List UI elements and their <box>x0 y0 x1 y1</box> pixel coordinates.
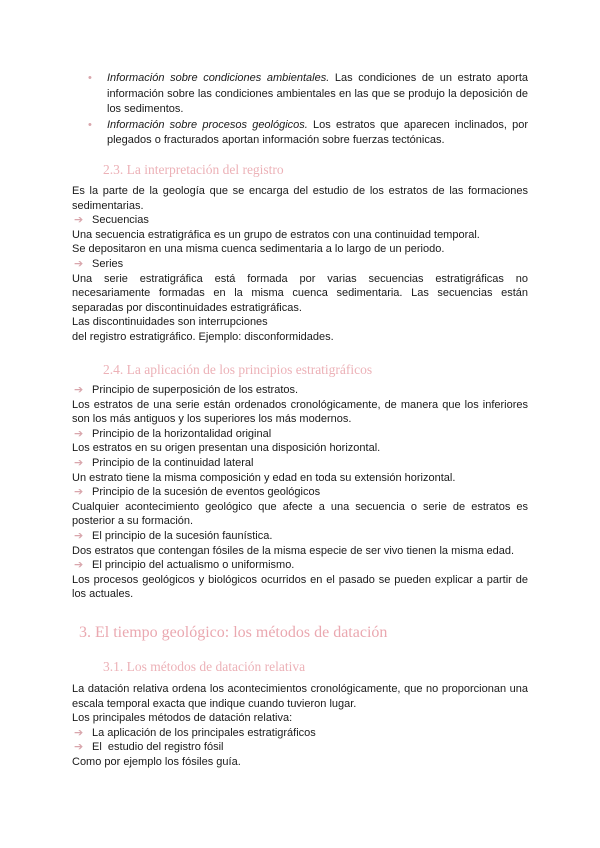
item-title: Principio de superposición de los estratos. <box>92 384 299 396</box>
paragraph: Los estratos de una serie están ordenados cronológicamente, de manera que los inferiores son los más antiguos y los superiores los más modernos. <box>72 398 528 426</box>
paragraph: Un estrato tiene la misma composición y edad en toda su extensión horizontal. <box>72 471 456 484</box>
arrow-icon: ➔ <box>74 529 84 542</box>
item-title: La aplicación de los principales estratigráficos <box>92 726 316 739</box>
bullet-list <box>88 71 528 149</box>
paragraph: Dos estratos que contengan fósiles de la misma especie de ser vivo tienen la misma edad. <box>72 544 515 557</box>
item-title: Principio de la sucesión de eventos geológicos <box>92 486 321 499</box>
item-title: Principio de la horizontalidad original <box>92 427 272 440</box>
item-title: Series <box>92 257 124 270</box>
item-title: El principio de la sucesión faunística. <box>92 529 273 542</box>
paragraph: Los procesos geológicos y biológicos ocurridos en el pasado se pueden explicar a partir de los actuales. <box>72 573 528 601</box>
paragraph: Las discontinuidades son interrupciones <box>72 316 268 329</box>
section-2-4-body <box>72 383 528 602</box>
arrow-icon: ➔ <box>74 726 84 739</box>
bullet-text: Los estratos que aparecen inclinados, por plegados o fracturados aportan información sobre fuerzas tectónicas. <box>107 118 528 146</box>
paragraph: Es la parte de la geología que se encarga del estudio de los estratos de las formaciones sedimentarias. <box>72 185 528 212</box>
paragraph: La datación relativa ordena los acontecimientos cronológicamente, que no proporcionan una escala temporal exacta que indique cuando tuvieron lugar. <box>72 683 528 710</box>
list-item <box>72 456 528 471</box>
paragraph: Los estratos en su origen presentan una disposición horizontal. <box>72 442 381 455</box>
list-item <box>72 740 528 755</box>
list-item <box>72 427 528 442</box>
arrow-icon: ➔ <box>74 384 84 396</box>
paragraph: Una serie estratigráfica está formada por varias secuencias estratigráficas no necesariamente formadas en la misma cuenca sedimentaria. Las secuencias están separadas por discontinuidades estratigráficas. <box>72 272 528 314</box>
arrow-icon: ➔ <box>74 257 84 270</box>
list-item <box>72 383 528 398</box>
paragraph: Una secuencia estratigráfica es un grupo de estratos con una continuidad temporal. <box>72 228 480 241</box>
list-item <box>88 118 528 149</box>
arrow-icon: ➔ <box>74 214 84 227</box>
paragraph: Como por ejemplo los fósiles guía. <box>72 755 241 768</box>
paragraph: Cualquier acontecimiento geológico que afecte a una secuencia o serie de estratos es posterior a su formación. <box>72 500 528 528</box>
heading-3-1: 3.1. Los métodos de datación relativa <box>103 659 306 674</box>
heading-2-3: 2.3. La interpretación del registro <box>103 162 284 177</box>
list-item <box>72 257 528 272</box>
bullet-label: Información sobre procesos geológicos. <box>107 118 308 131</box>
arrow-icon: ➔ <box>74 427 84 440</box>
paragraph: del registro estratigráfico. Ejemplo: disconformidades. <box>72 330 334 343</box>
heading-2-4: 2.4. La aplicación de los principios estratigráficos <box>103 362 373 377</box>
arrow-icon: ➔ <box>74 741 84 754</box>
list-item <box>72 558 528 573</box>
bullet-label: Información sobre condiciones ambientales. <box>107 72 330 84</box>
list-item <box>72 726 528 741</box>
section-3-1-body <box>72 682 528 770</box>
item-title: El principio del actualismo o uniformismo. <box>92 559 295 572</box>
item-title: Principio de la continuidad lateral <box>92 456 254 469</box>
list-item <box>72 213 528 228</box>
paragraph: Los principales métodos de datación relativa: <box>72 712 293 725</box>
heading-3: 3. El tiempo geológico: los métodos de datación <box>79 624 388 641</box>
item-title: Secuencias <box>92 214 149 227</box>
paragraph: Se depositaron en una misma cuenca sedimentaria a lo largo de un periodo. <box>72 243 445 256</box>
arrow-icon: ➔ <box>74 486 84 499</box>
list-item <box>88 71 528 118</box>
section-2-3-body <box>72 184 528 345</box>
list-item <box>72 529 528 544</box>
list-item <box>72 485 528 500</box>
arrow-icon: ➔ <box>74 456 84 469</box>
bullet-text: Las condiciones de un estrato aporta información sobre las condiciones ambientales en las que se produjo la deposición de los sedimentos. <box>107 72 528 115</box>
arrow-icon: ➔ <box>74 559 84 572</box>
item-title: El estudio del registro fósil <box>92 741 224 754</box>
